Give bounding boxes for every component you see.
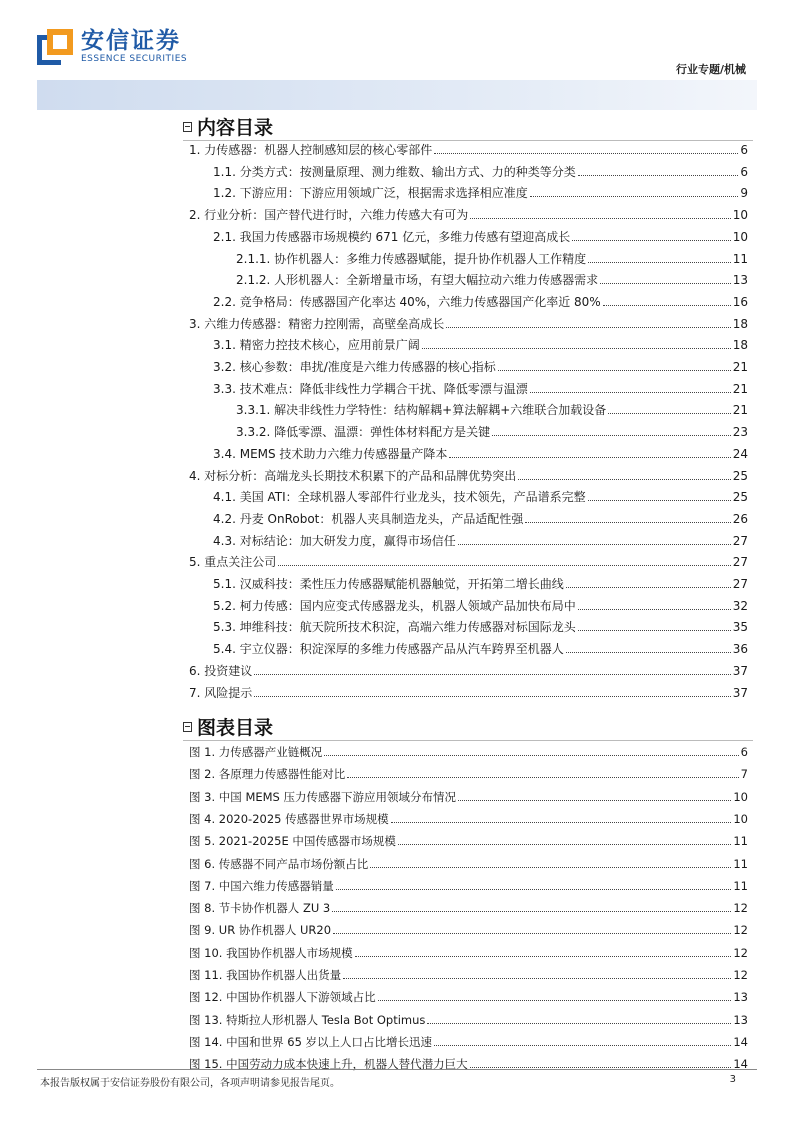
- dot-leader: [588, 500, 731, 501]
- figure-entry-page: 10: [733, 789, 748, 804]
- figure-entry-page: 11: [733, 878, 748, 893]
- figure-entry[interactable]: [189, 831, 748, 848]
- figure-entry-page: 11: [733, 834, 748, 849]
- figure-entry[interactable]: [189, 809, 748, 826]
- toc-entry-page: 10: [732, 208, 748, 223]
- dot-leader: [578, 630, 731, 631]
- toc-entry-page: 26: [732, 511, 748, 526]
- dot-leader: [566, 652, 731, 653]
- dot-leader: [498, 370, 731, 371]
- dot-leader: [530, 196, 739, 197]
- figure-entry[interactable]: [189, 965, 748, 982]
- logo-name-en: ESSENCE SECURITIES: [81, 54, 188, 64]
- toc-entry-page: 24: [732, 446, 748, 461]
- toc-entry-label: 5.3. 坤维科技：航天院所技术积淀，高端六维力传感器对标国际龙头: [213, 620, 576, 635]
- toc-entry-page: 9: [740, 186, 748, 201]
- toc-entry-page: 27: [732, 533, 748, 548]
- toc-entry-page: 36: [732, 642, 748, 657]
- dot-leader: [588, 262, 731, 263]
- toc-entry-page: 21: [732, 381, 748, 396]
- figure-entry[interactable]: [189, 987, 748, 1004]
- toc-entry-page: 6: [740, 143, 748, 157]
- toc-title-text: 内容目录: [197, 117, 274, 139]
- dot-leader: [434, 1045, 731, 1046]
- toc-entry-page: 21: [732, 360, 748, 374]
- toc-entry-label: 1.2. 下游应用：下游应用领域广泛，根据需求选择相应准度: [213, 186, 528, 201]
- figure-entry-label: 图 7. 中国六维力传感器销量: [189, 878, 334, 893]
- dot-leader: [278, 565, 730, 566]
- toc-entry[interactable]: [213, 356, 748, 374]
- toc-entry[interactable]: [236, 399, 748, 417]
- toc-entry-page: 27: [732, 577, 748, 591]
- figure-entry[interactable]: [189, 898, 748, 915]
- toc-entry[interactable]: [189, 551, 748, 569]
- toc-entry-label: 4.1. 美国 ATI：全球机器人零部件行业龙头，技术领先，产品谱系完整: [213, 490, 586, 505]
- toc-entry-label: 5.4. 宇立仪器：积淀深厚的多维力传感器产品从汽车跨界至机器人: [213, 642, 564, 657]
- dot-leader: [572, 240, 730, 241]
- dot-leader: [458, 544, 731, 545]
- toc-entry[interactable]: [189, 465, 748, 483]
- toc-entry-page: 16: [732, 294, 748, 309]
- toc-entry-label: 3. 六维力传感器：精密力控刚需，高壁垒高成长: [189, 316, 445, 331]
- figure-entry-label: 图 11. 我国协作机器人出货量: [189, 968, 342, 982]
- toc-entry-label: 4.2. 丹麦 OnRobot：机器人夹具制造龙头，产品适配性强: [213, 511, 524, 526]
- dot-leader: [422, 348, 731, 349]
- company-logo: [37, 28, 187, 65]
- dot-leader: [566, 587, 731, 588]
- figure-entry-page: 14: [733, 1057, 748, 1072]
- figure-entry-page: 7: [740, 767, 748, 782]
- toc-entry-page: 23: [732, 425, 748, 440]
- dot-leader: [578, 175, 739, 176]
- toc-entry[interactable]: [189, 139, 748, 157]
- dot-leader: [324, 755, 738, 756]
- toc-entry[interactable]: [213, 595, 748, 613]
- toc-entry-page: 10: [732, 229, 748, 244]
- dot-leader: [398, 844, 731, 845]
- figure-entry[interactable]: [189, 1010, 748, 1027]
- figure-entry-page: 12: [733, 901, 748, 916]
- figure-entry-page: 11: [733, 856, 748, 871]
- figure-entry-label: 图 12. 中国协作机器人下游领域占比: [189, 990, 376, 1005]
- dot-leader: [254, 696, 730, 697]
- toc-entry[interactable]: [213, 486, 748, 504]
- toc-entry[interactable]: [189, 313, 748, 331]
- dot-leader: [449, 457, 730, 458]
- dot-leader: [525, 522, 730, 523]
- figure-entry[interactable]: [189, 742, 748, 759]
- dot-leader: [343, 978, 731, 979]
- figure-entry-label: 图 13. 特斯拉人形机器人 Tesla Bot Optimus: [189, 1012, 426, 1027]
- toc-entry[interactable]: [213, 334, 748, 352]
- toc-entry[interactable]: [213, 616, 748, 634]
- toc-entry-label: 6. 投资建议: [189, 663, 253, 678]
- figure-entry-label: 图 5. 2021-2025E 中国传感器市场规模: [189, 834, 396, 849]
- toc-entry[interactable]: [213, 182, 748, 200]
- report-category: 行业专题/机械: [675, 63, 746, 76]
- toc-entry[interactable]: [213, 226, 748, 244]
- dot-leader: [492, 435, 731, 436]
- toc-entry-label: 2.1.2. 人形机器人：全新增量市场，有望大幅拉动六维力传感器需求: [236, 273, 599, 288]
- dot-leader: [332, 911, 731, 912]
- dot-leader: [608, 413, 730, 414]
- toc-entry-label: 3.2. 核心参数：串扰/准度是六维力传感器的核心指标: [213, 360, 496, 374]
- figures-title: [183, 713, 273, 740]
- dot-leader: [333, 933, 731, 934]
- figure-entry-label: 图 1. 力传感器产业链概况: [189, 745, 323, 759]
- dot-leader: [518, 479, 730, 480]
- toc-entry-page: 25: [732, 490, 748, 505]
- dot-leader: [391, 822, 732, 823]
- toc-entry-page: 32: [732, 598, 748, 613]
- toc-entry-label: 3.3. 技术难点：降低非线性力学耦合干扰、降低零漂与温漂: [213, 381, 528, 396]
- toc-entry-page: 13: [732, 273, 748, 288]
- dot-leader: [355, 956, 732, 957]
- toc-entry-label: 5. 重点关注公司: [189, 555, 277, 570]
- figure-entry-page: 13: [733, 1012, 748, 1027]
- toc-entry-label: 3.3.1. 解决非线性力学特性：结构解耦+算法解耦+六维联合加载设备: [236, 403, 607, 418]
- dot-leader: [254, 674, 730, 675]
- dot-leader: [378, 1000, 732, 1001]
- toc-entry-page: 21: [732, 403, 748, 418]
- toc-entry[interactable]: [213, 291, 748, 309]
- dot-leader: [600, 283, 731, 284]
- figure-entry-page: 12: [733, 923, 748, 938]
- figure-entry-label: 图 4. 2020-2025 传感器世界市场规模: [189, 811, 389, 826]
- dot-leader: [446, 327, 730, 328]
- logo-name-cn: 安信证券: [81, 28, 181, 54]
- header-band: [37, 80, 757, 110]
- toc-entry[interactable]: [236, 248, 748, 266]
- toc-title: [183, 113, 273, 140]
- figure-entry-page: 12: [733, 945, 748, 960]
- dot-leader: [347, 777, 738, 778]
- toc-entry-label: 2.1.1. 协作机器人：多维力传感器赋能，提升协作机器人工作精度: [236, 251, 587, 266]
- toc-entry[interactable]: [213, 638, 748, 656]
- figure-entry-page: 14: [733, 1034, 748, 1049]
- figure-entry-page: 12: [733, 968, 748, 982]
- toc-entry[interactable]: [189, 204, 748, 222]
- toc-entry-page: 18: [732, 316, 748, 331]
- toc-entry-label: 3.1. 精密力控技术核心，应用前景广阔: [213, 338, 420, 353]
- toc-entry[interactable]: [213, 573, 748, 591]
- figure-entry-label: 图 14. 中国和世界 65 岁以上人口占比增长迅速: [189, 1034, 433, 1049]
- toc-entry-page: 27: [732, 555, 748, 570]
- figure-entry-page: 6: [740, 745, 748, 759]
- toc-entry[interactable]: [189, 682, 748, 700]
- figure-entry-label: 图 10. 我国协作机器人市场规模: [189, 945, 353, 960]
- footer-disclaimer: 本报告版权属于安信证券股份有限公司，各项声明请参见报告尾页。: [40, 1078, 340, 1089]
- toc-entry-page: 6: [740, 164, 748, 179]
- figure-entry-label: 图 3. 中国 MEMS 压力传感器下游应用领域分布情况: [189, 789, 457, 804]
- logo-icon: [37, 29, 73, 65]
- toc-entry-page: 18: [732, 338, 748, 353]
- toc-entry-label: 3.3.2. 降低零漂、温漂：弹性体材料配方是关键: [236, 425, 491, 440]
- figure-entry-label: 图 2. 各原理力传感器性能对比: [189, 767, 346, 782]
- dot-leader: [470, 218, 730, 219]
- toc-entry-label: 2.2. 竞争格局：传感器国产化率达 40%，六维力传感器国产化率近 80%: [213, 294, 601, 309]
- toc-entry-label: 1. 力传感器：机器人控制感知层的核心零部件: [189, 143, 433, 157]
- document-icon: [183, 722, 192, 732]
- figure-entry-label: 图 15. 中国劳动力成本快速上升，机器人替代潜力巨大: [189, 1057, 468, 1072]
- dot-leader: [458, 800, 731, 801]
- figure-entry-page: 13: [733, 990, 748, 1005]
- toc-entry-label: 5.1. 汉威科技：柔性压力传感器赋能机器触觉，开拓第二增长曲线: [213, 577, 564, 591]
- toc-entry-page: 37: [732, 663, 748, 678]
- toc-entry[interactable]: [236, 421, 748, 439]
- dot-leader: [578, 609, 731, 610]
- toc-entry[interactable]: [213, 161, 748, 179]
- figure-entry[interactable]: [189, 854, 748, 871]
- toc-entry[interactable]: [213, 530, 748, 548]
- toc-entry-page: 35: [732, 620, 748, 635]
- figure-entry[interactable]: [189, 787, 748, 804]
- figure-entry-label: 图 9. UR 协作机器人 UR20: [189, 923, 332, 938]
- dot-leader: [530, 392, 731, 393]
- toc-entry-label: 2. 行业分析：国产替代进行时，六维力传感大有可为: [189, 208, 469, 223]
- toc-entry[interactable]: [213, 378, 748, 396]
- figure-entry[interactable]: [189, 1032, 748, 1049]
- toc-entry-label: 5.2. 柯力传感：国内应变式传感器龙头，机器人领域产品加快布局中: [213, 598, 576, 613]
- figures-title-text: 图表目录: [197, 717, 274, 739]
- document-icon: [183, 122, 192, 132]
- figure-entry[interactable]: [189, 920, 748, 937]
- toc-entry-label: 2.1. 我国力传感器市场规模约 671 亿元，多维力传感有望迎高成长: [213, 229, 571, 244]
- dot-leader: [427, 1023, 731, 1024]
- toc-entry[interactable]: [213, 508, 748, 526]
- toc-entry-label: 4. 对标分析：高端龙头长期技术积累下的产品和品牌优势突出: [189, 468, 517, 483]
- toc-entry-label: 1.1. 分类方式：按测量原理、测力维数、输出方式、力的种类等分类: [213, 164, 576, 179]
- figure-entry-label: 图 6. 传感器不同产品市场份额占比: [189, 856, 369, 871]
- toc-entry-label: 3.4. MEMS 技术助力六维力传感器量产降本: [213, 446, 448, 461]
- toc-entry-page: 11: [732, 251, 748, 266]
- dot-leader: [370, 867, 731, 868]
- toc-entry-page: 25: [732, 468, 748, 483]
- toc-entry[interactable]: [213, 443, 748, 461]
- page-number: 3: [729, 1074, 736, 1085]
- figure-entry[interactable]: [189, 943, 748, 960]
- toc-entry[interactable]: [236, 269, 748, 287]
- toc-entry-label: 7. 风险提示: [189, 685, 253, 700]
- figure-entry-page: 10: [733, 811, 748, 826]
- toc-entry-label: 4.3. 对标结论：加大研发力度，赢得市场信任: [213, 533, 456, 548]
- toc-entry-page: 37: [732, 685, 748, 700]
- figure-entry[interactable]: [189, 764, 748, 781]
- toc-entry[interactable]: [189, 660, 748, 678]
- figure-entry-label: 图 8. 节卡协作机器人 ZU 3: [189, 901, 331, 916]
- dot-leader: [434, 153, 738, 154]
- figure-entry[interactable]: [189, 876, 748, 893]
- footer-divider: [37, 1069, 757, 1070]
- dot-leader: [603, 305, 731, 306]
- dot-leader: [336, 889, 732, 890]
